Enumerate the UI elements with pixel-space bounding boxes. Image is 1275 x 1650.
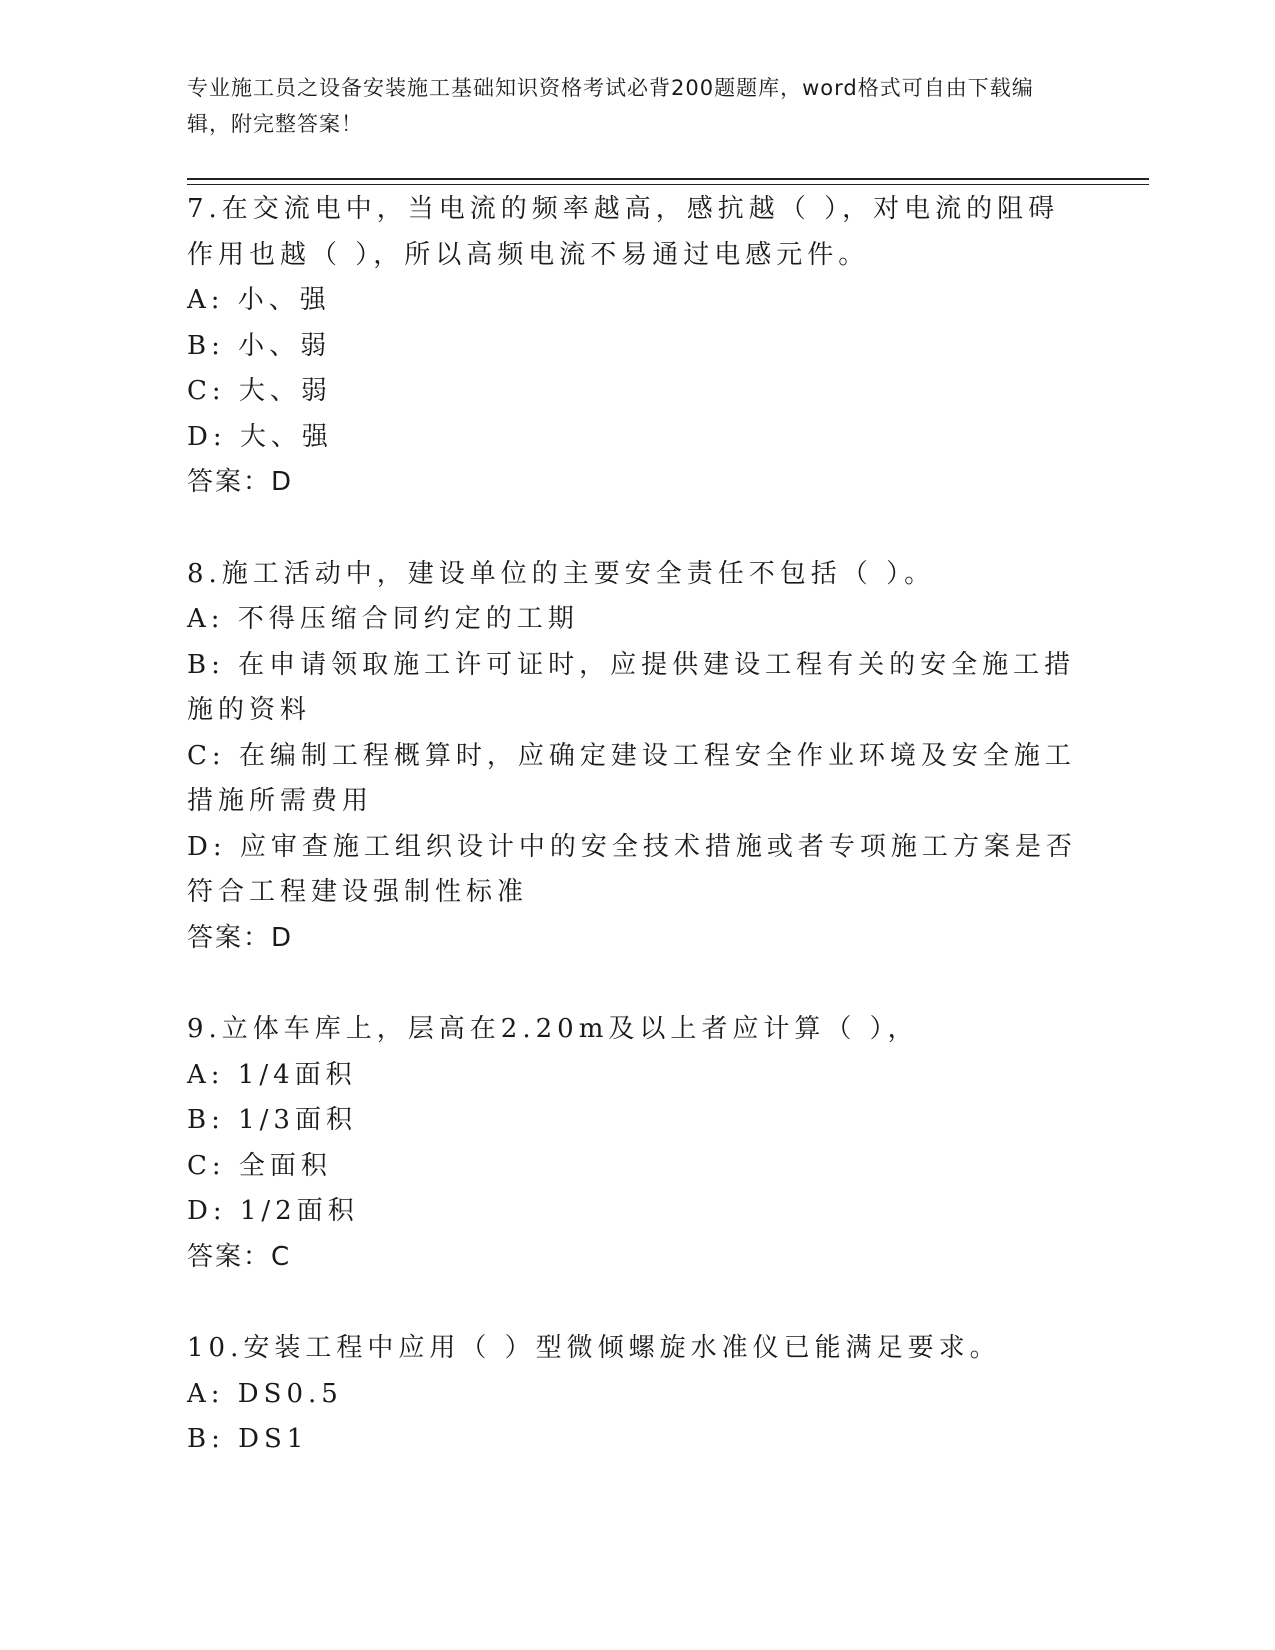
option-a: A: DS0.5 (187, 1378, 343, 1409)
option-c: C: 在编制工程概算时，应确定建设工程安全作业环境及安全施工措施所需费用 (187, 740, 1076, 816)
option-d: D: 1/2面积 (187, 1196, 359, 1226)
option-c: C: 全面积 (187, 1150, 332, 1181)
question-9 (187, 1007, 1087, 1280)
question-text: 7.在交流电中，当电流的频率越高，感抗越（ ），对电流的阻碍作用也越（ ），所以高频电流不易通过电感元件。 (187, 194, 1060, 270)
question-spacer (187, 961, 1087, 1007)
answer: 答案：D (187, 467, 294, 497)
option-a: A: 小、强 (187, 285, 331, 315)
option-b: B: DS1 (187, 1424, 309, 1454)
question-spacer (187, 506, 1087, 552)
question-10 (187, 1326, 1087, 1463)
answer: 答案：C (187, 1241, 292, 1272)
document-header: 专业施工员之设备安装施工基础知识资格考试必背200题题库，word格式可自由下载编辑，附完整答案！ (187, 76, 1034, 136)
question-text: 10.安装工程中应用（ ）型微倾螺旋水准仪已能满足要求。 (187, 1333, 1001, 1363)
question-text: 8.施工活动中，建设单位的主要安全责任不包括（ ）。 (187, 558, 936, 589)
answer: 答案：D (187, 922, 294, 953)
option-a: A: 不得压缩合同约定的工期 (187, 604, 579, 634)
option-d: D: 应审查施工组织设计中的安全技术措施或者专项施工方案是否符合工程建设强制性标准 (187, 831, 1077, 907)
question-text: 9.立体车库上，层高在2.20m及以上者应计算（ ）， (187, 1014, 919, 1044)
question-8 (187, 552, 1087, 962)
option-d: D: 大、强 (187, 421, 333, 452)
question-7 (187, 187, 1087, 506)
option-c: C: 大、弱 (187, 376, 332, 406)
question-list (187, 187, 1087, 1463)
header-divider-thick (187, 178, 1149, 180)
question-spacer (187, 1280, 1087, 1326)
option-a: A: 1/4面积 (187, 1059, 357, 1090)
option-b: B: 小、弱 (187, 330, 332, 361)
header-divider-thin (187, 184, 1149, 185)
option-b: B: 1/3面积 (187, 1105, 357, 1135)
option-b: B: 在申请领取施工许可证时，应提供建设工程有关的安全施工措施的资料 (187, 649, 1076, 725)
